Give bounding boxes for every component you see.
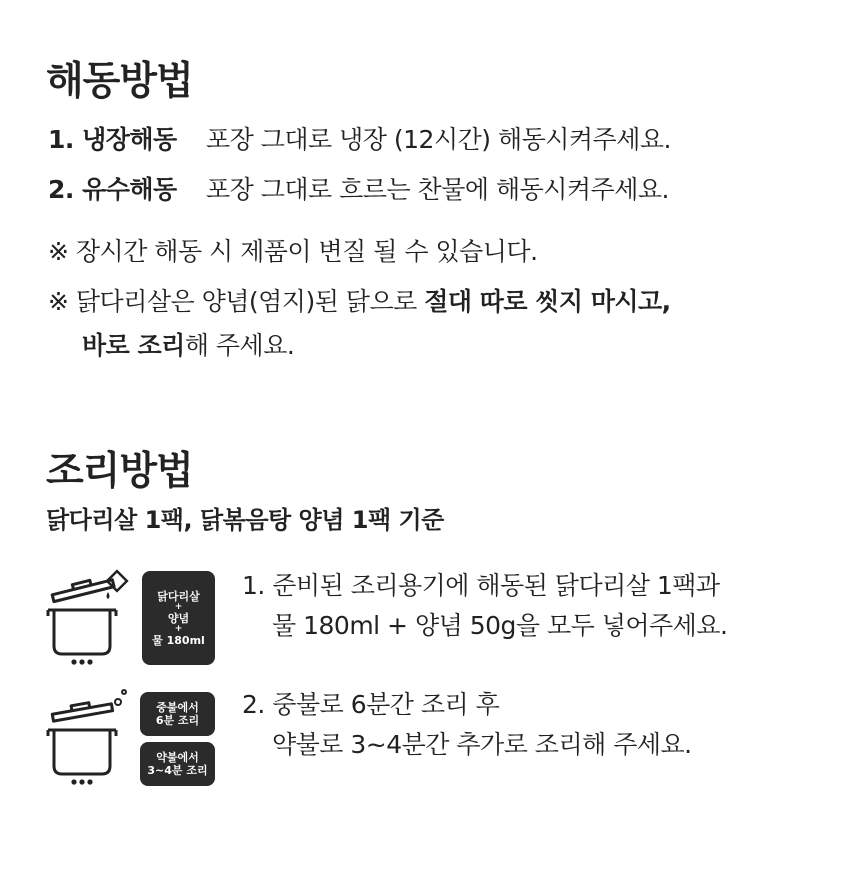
badge-text: 물 180ml xyxy=(152,633,205,647)
step-line: 약불로 3~4분간 추가로 조리해 주세요. xyxy=(272,730,692,759)
method-label: 2. 유수해동 xyxy=(48,175,177,204)
cook-step-2 xyxy=(242,685,692,765)
cook-basis-subtitle: 닭다리살 1팩, 닭볶음탕 양념 1팩 기준 xyxy=(46,506,444,534)
badge-text: 약불에서 xyxy=(156,751,199,764)
medium-heat-badge xyxy=(140,692,215,736)
thaw-note-spoilage: ※ 장시간 해동 시 제품이 변질 될 수 있습니다. xyxy=(48,237,538,266)
step-line: 2. 중불로 6분간 조리 후 xyxy=(242,690,500,719)
pot-with-ingredients-icon xyxy=(44,568,136,668)
ingredients-badge xyxy=(142,571,215,665)
low-heat-badge xyxy=(140,742,215,786)
badge-text: 닭다리살 xyxy=(157,589,200,603)
method-label: 1. 냉장해동 xyxy=(48,125,177,154)
step-line: 1. 준비된 조리용기에 해동된 닭다리살 1팩과 xyxy=(242,571,720,600)
badge-text: 중불에서 xyxy=(156,701,199,714)
thaw-method-fridge xyxy=(48,120,671,156)
badge-text: 양념 xyxy=(167,611,190,625)
cook-section-title: 조리방법 xyxy=(46,449,193,494)
pot-cooking-icon xyxy=(44,688,136,788)
badge-plus: + xyxy=(174,601,183,612)
note-prefix: ※ 닭다리살은 양념(염지)된 닭으로 xyxy=(48,287,425,316)
cook-step-1 xyxy=(242,566,727,646)
note-suffix: 해 주세요. xyxy=(184,331,295,360)
method-desc: 포장 그대로 흐르는 찬물에 해동시켜주세요. xyxy=(206,175,669,204)
note-bold-warning: 절대 따로 씻지 마시고, xyxy=(424,287,671,316)
badge-text: 6분 조리 xyxy=(155,714,200,727)
note-bold-cook: 바로 조리 xyxy=(82,331,185,360)
step-line: 물 180ml + 양념 50g을 모두 넣어주세요. xyxy=(272,611,728,640)
badge-plus: + xyxy=(174,623,183,634)
thaw-section-title: 해동방법 xyxy=(46,59,193,104)
method-desc: 포장 그대로 냉장 (12시간) 해동시켜주세요. xyxy=(206,125,671,154)
thaw-method-running-water xyxy=(48,170,669,206)
thaw-note-no-wash xyxy=(48,282,671,362)
badge-text: 3~4분 조리 xyxy=(147,764,208,777)
